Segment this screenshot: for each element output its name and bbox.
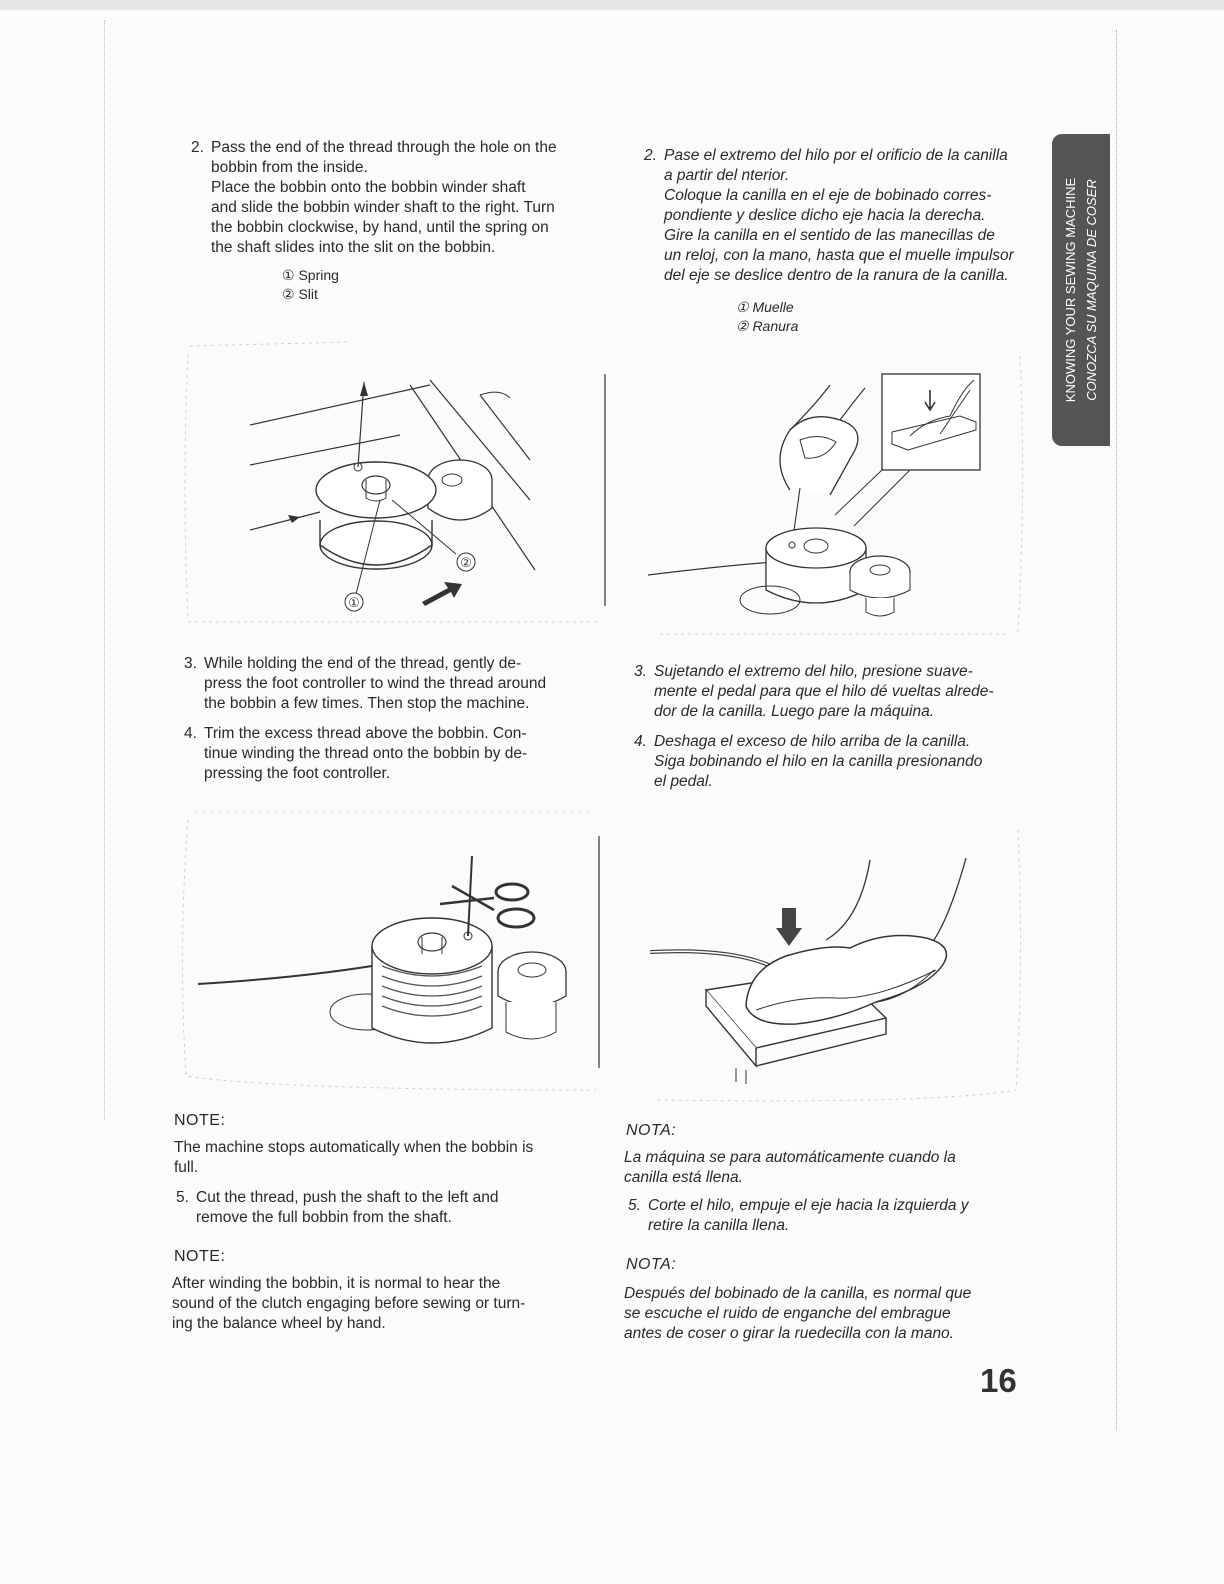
text-line: retire la canilla llena. [648, 1217, 790, 1234]
en-step-4 [184, 724, 584, 784]
text-line: the shaft slides into the slit on the bobbin. [211, 239, 496, 256]
text-line: dor de la canilla. Luego pare la máquina. [654, 703, 935, 720]
step-number: 2. [191, 139, 204, 156]
figure-bobbin-on-shaft [180, 340, 610, 630]
section-tab [1052, 134, 1110, 446]
legend-ranura: ② Ranura [736, 318, 799, 334]
text-line: antes de coser o girar la ruedecilla con la mano. [624, 1325, 954, 1342]
legend-spring: ① Spring [282, 267, 339, 283]
es-note-2-heading: NOTA: [626, 1256, 677, 1273]
text-line: Gire la canilla en el sentido de las manecillas de [664, 227, 995, 244]
text-line: un reloj, con la mano, hasta que el muelle impulsor [664, 247, 1014, 264]
step-number: 4. [634, 733, 647, 750]
es-note-1-heading: NOTA: [626, 1122, 677, 1139]
scan-margin-left [104, 20, 105, 1120]
text-line: Corte el hilo, empuje el eje hacia la izquierda y [648, 1197, 969, 1214]
callout-1: ① [348, 595, 360, 610]
text-line: The machine stops automatically when the bobbin is [174, 1139, 534, 1156]
text-line: del eje se deslice dentro de la ranura de la canilla. [664, 267, 1009, 284]
text-line: and slide the bobbin winder shaft to the right. Turn [211, 199, 555, 216]
text-line: press the foot controller to wind the thread around [204, 675, 547, 692]
text-line: a partir del nterior. [664, 167, 790, 184]
legend-muelle: ① Muelle [736, 299, 794, 315]
figure-trim-thread [176, 806, 606, 1096]
scan-margin-right [1116, 30, 1117, 1430]
en-step-2 [191, 138, 591, 258]
step-number: 2. [644, 147, 657, 164]
text-line: After winding the bobbin, it is normal to hear the [172, 1275, 501, 1292]
figure-divider-1 [604, 374, 606, 606]
text-line: Sujetando el extremo del hilo, presione suave- [654, 663, 973, 680]
text-line: remove the full bobbin from the shaft. [196, 1209, 452, 1226]
text-line: While holding the end of the thread, gently de- [204, 655, 522, 672]
text-line: La máquina se para automáticamente cuando la [624, 1149, 956, 1166]
text-line: Place the bobbin onto the bobbin winder shaft [211, 179, 526, 196]
text-line: Deshaga el exceso de hilo arriba de la canilla. [654, 733, 971, 750]
text-line: mente el pedal para que el hilo dé vueltas alrede- [654, 683, 994, 700]
text-line: tinue winding the thread onto the bobbin by de- [204, 745, 528, 762]
text-line: pondiente y deslice dicho eje hacia la derecha. [664, 207, 986, 224]
scan-edge [0, 0, 1224, 10]
step-number: 5. [628, 1197, 641, 1214]
section-tab-spanish: CONOZCA SU MAQUINA DE COSER [1084, 179, 1099, 401]
text-line: pressing the foot controller. [204, 765, 391, 782]
page-number: 16 [980, 1362, 1017, 1399]
text-line: full. [174, 1159, 199, 1176]
step-number: 5. [176, 1189, 189, 1206]
es-legend [736, 298, 798, 336]
section-tab-english: KNOWING YOUR SEWING MACHINE [1063, 177, 1078, 403]
text-line: bobbin from the inside. [211, 159, 368, 176]
text-line: ing the balance wheel by hand. [172, 1315, 386, 1332]
step-number: 3. [634, 663, 647, 680]
callout-2: ② [460, 555, 472, 570]
step-number: 3. [184, 655, 197, 672]
text-line: the bobbin a few times. Then stop the machine. [204, 695, 530, 712]
text-line: el pedal. [654, 773, 713, 790]
en-note-1-body [174, 1138, 584, 1178]
text-line: Coloque la canilla en el eje de bobinado corres- [664, 187, 992, 204]
en-note-2-heading: NOTE: [174, 1248, 226, 1265]
right-arrow-icon [422, 582, 462, 606]
text-line: Trim the excess thread above the bobbin. Con- [204, 725, 527, 742]
es-step-5 [628, 1196, 1038, 1236]
es-step-2 [644, 146, 1050, 286]
text-line: sound of the clutch engaging before sewing or turn- [172, 1295, 526, 1312]
en-note-1-heading: NOTE: [174, 1112, 226, 1129]
text-line: Después del bobinado de la canilla, es normal que [624, 1285, 972, 1302]
es-note-2-body [624, 1284, 1034, 1344]
text-line: se escuche el ruido de enganche del embrague [624, 1305, 951, 1322]
text-line: canilla está llena. [624, 1169, 743, 1186]
figure-hold-thread [640, 350, 1030, 640]
step-number: 4. [184, 725, 197, 742]
en-step-3 [184, 654, 584, 714]
text-line: Pase el extremo del hilo por el orificio de la canilla [664, 147, 1008, 164]
es-step-3 [634, 662, 1044, 722]
en-legend [282, 266, 339, 304]
text-line: Cut the thread, push the shaft to the left and [196, 1189, 499, 1206]
text-line: Siga bobinando el hilo en la canilla presionando [654, 753, 983, 770]
es-note-1-body [624, 1148, 1034, 1188]
en-step-5 [176, 1188, 586, 1228]
en-note-2-body [172, 1274, 582, 1334]
figure-divider-2 [598, 836, 600, 1068]
legend-slit: ② Slit [282, 286, 318, 302]
figure-foot-pedal [636, 820, 1026, 1110]
down-arrow-icon [776, 908, 802, 946]
text-line: the bobbin clockwise, by hand, until the spring on [211, 219, 549, 236]
text-line: Pass the end of the thread through the hole on the [211, 139, 557, 156]
es-step-4 [634, 732, 1044, 792]
